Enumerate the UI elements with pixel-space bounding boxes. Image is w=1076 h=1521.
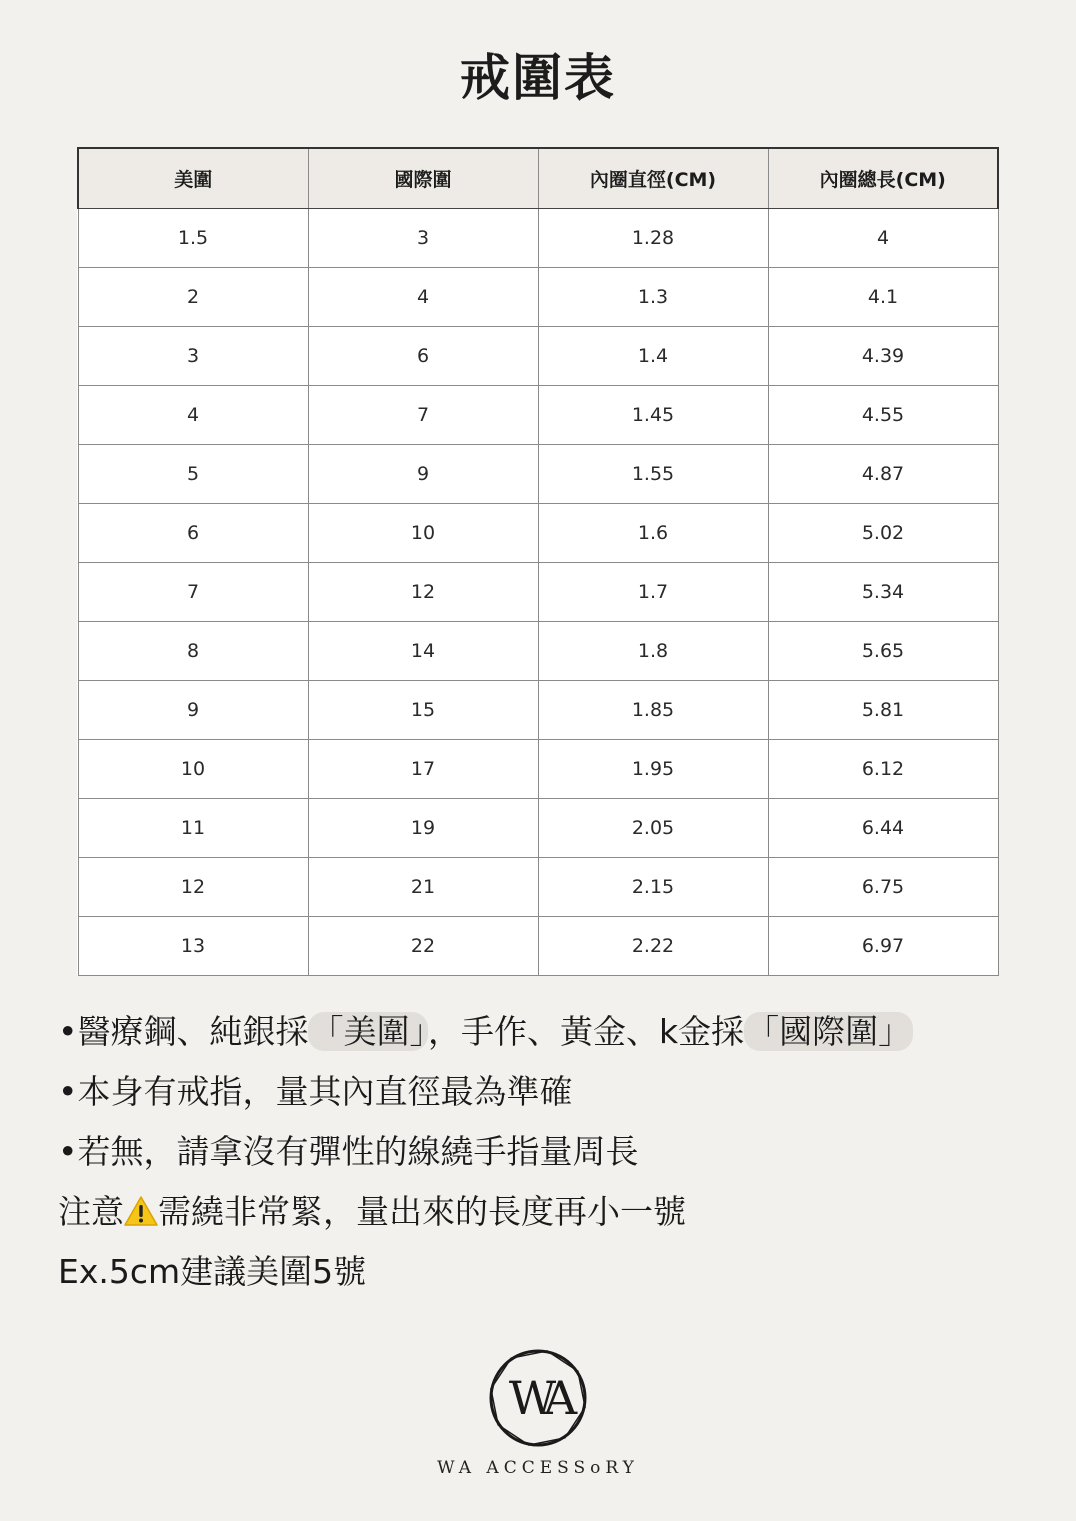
table-row (78, 209, 998, 268)
table-cell: 2.15 (538, 858, 768, 917)
table-row (78, 622, 998, 681)
header-inner-diameter: 內圈直徑(CM) (538, 148, 768, 209)
table-cell: 6 (308, 327, 538, 386)
table-cell: 1.5 (78, 209, 308, 268)
table-cell: 11 (78, 799, 308, 858)
table-row (78, 740, 998, 799)
note-line-2: •本身有戒指，量其內直徑最為準確 (58, 1072, 573, 1111)
highlight-us-size: 「美圍」 (310, 1012, 426, 1051)
header-intl-size: 國際圍 (308, 148, 538, 209)
table-row (78, 563, 998, 622)
table-row (78, 268, 998, 327)
table-cell: 7 (308, 386, 538, 445)
table-cell: 4.87 (768, 445, 998, 504)
table-row (78, 386, 998, 445)
header-us-size: 美圍 (78, 148, 308, 209)
table-cell: 1.28 (538, 209, 768, 268)
note-line-5: Ex.5cm建議美圍5號 (58, 1252, 367, 1291)
table-cell: 6 (78, 504, 308, 563)
table-cell: 10 (308, 504, 538, 563)
warning-icon (124, 1195, 158, 1227)
table-cell: 4.1 (768, 268, 998, 327)
table-cell: 4 (78, 386, 308, 445)
table-cell: 14 (308, 622, 538, 681)
brand-name: WA ACCESSoRY (437, 1458, 639, 1478)
table-cell: 22 (308, 917, 538, 976)
table-cell: 1.8 (538, 622, 768, 681)
table-cell: 4 (768, 209, 998, 268)
table-row (78, 504, 998, 563)
table-cell: 8 (78, 622, 308, 681)
table-row (78, 681, 998, 740)
table-cell: 1.6 (538, 504, 768, 563)
table-cell: 13 (78, 917, 308, 976)
table-cell: 6.97 (768, 917, 998, 976)
ring-size-table (77, 147, 999, 976)
table-cell: 2 (78, 268, 308, 327)
table-row (78, 858, 998, 917)
table-cell: 2.05 (538, 799, 768, 858)
table-cell: 12 (78, 858, 308, 917)
table-cell: 3 (78, 327, 308, 386)
table-cell: 1.4 (538, 327, 768, 386)
table-header-row (78, 148, 998, 209)
table-row (78, 917, 998, 976)
table-cell: 1.45 (538, 386, 768, 445)
table-row (78, 327, 998, 386)
note-line-1 (58, 1002, 1068, 1062)
table-cell: 4 (308, 268, 538, 327)
header-inner-circumference: 內圈總長(CM) (768, 148, 998, 209)
table-cell: 5.81 (768, 681, 998, 740)
note-line-3: •若無，請拿沒有彈性的線繞手指量周長 (58, 1132, 639, 1171)
highlight-intl-size: 「國際圍」 (746, 1012, 912, 1051)
table-cell: 17 (308, 740, 538, 799)
note-text: ，手作、黃金、k金採 (427, 1012, 745, 1051)
note-text: •醫療鋼、純銀採 (58, 1012, 309, 1051)
table-row (78, 445, 998, 504)
table-cell: 5 (78, 445, 308, 504)
table-cell: 1.95 (538, 740, 768, 799)
wa-monogram-logo (486, 1346, 590, 1450)
table-cell: 5.65 (768, 622, 998, 681)
table-cell: 21 (308, 858, 538, 917)
table-cell: 6.12 (768, 740, 998, 799)
table-cell: 10 (78, 740, 308, 799)
note-line-4 (58, 1182, 1068, 1242)
table-cell: 6.44 (768, 799, 998, 858)
table-cell: 1.55 (538, 445, 768, 504)
table-cell: 15 (308, 681, 538, 740)
table-cell: 1.7 (538, 563, 768, 622)
table-cell: 1.3 (538, 268, 768, 327)
table-cell: 7 (78, 563, 308, 622)
table-cell: 12 (308, 563, 538, 622)
table-cell: 2.22 (538, 917, 768, 976)
page-title: 戒圍表 (460, 49, 616, 107)
logo-monogram: WA (508, 1371, 568, 1425)
table-cell: 9 (78, 681, 308, 740)
table-cell: 5.02 (768, 504, 998, 563)
note-text: 注意 (58, 1192, 124, 1231)
note-text: 需繞非常緊，量出來的長度再小一號 (158, 1192, 686, 1231)
table-cell: 3 (308, 209, 538, 268)
table-cell: 1.85 (538, 681, 768, 740)
table-cell: 5.34 (768, 563, 998, 622)
table-cell: 4.39 (768, 327, 998, 386)
table-cell: 19 (308, 799, 538, 858)
instructions (58, 1002, 1068, 1302)
table-cell: 4.55 (768, 386, 998, 445)
table-cell: 9 (308, 445, 538, 504)
table-cell: 6.75 (768, 858, 998, 917)
table-row (78, 799, 998, 858)
